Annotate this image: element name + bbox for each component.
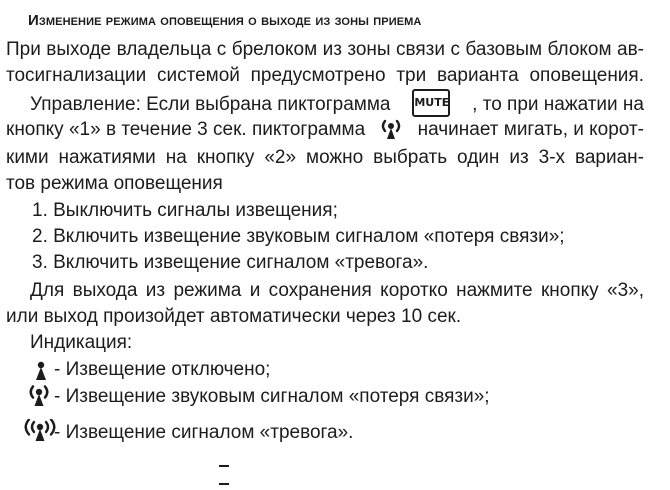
para2-line1 [30,91,644,119]
list-item: 2. Включить извещение звуковым сигналом «потеря связи»; [32,226,565,247]
indication-label: Индикация: [30,332,133,353]
section-heading: Изменение режима оповещения о выходе из зоны приема [28,12,422,29]
page-footer-marks [219,454,253,457]
para2-line2-after: начинает мигать, и корот- [417,119,644,140]
antenna-off-icon [30,359,52,383]
list-item: 1. Выключить сигналы извещения; [32,200,338,221]
footer-dash [219,483,229,485]
list-item: 3. Включить извещение сигналом «тревога». [32,252,429,273]
para3-line1: Для выхода из режима и сохранения коротко нажмите кнопку «3», [30,280,644,301]
mute-icon: MUTE [412,89,450,117]
footer-dash [219,465,229,467]
indication-text: - Извещение сигналом «тревога». [54,422,354,443]
antenna-single-wave-icon [378,118,404,142]
para3-line2: или выход произойдет автоматически через 10 сек. [6,306,462,327]
para1-line2: тосигнализации системой предусмотрено три варианта оповещения. [6,65,644,86]
para2-line3: кими нажатиями на кнопку «2» можно выбрать один из 3-х вариан- [6,147,644,168]
para2-line2 [6,118,644,142]
para2-line1-after: , то при нажатии на [472,94,644,115]
para1-line1: При выходе владельца с брелоком из зоны связи с базовым блоком ав- [6,39,644,60]
indication-text: - Извещение отключено; [54,359,271,380]
antenna-single-wave-icon [24,384,54,410]
para2-line4: тов режима оповещения [6,173,223,194]
indication-text: - Извещение звуковым сигналом «потеря связи»; [54,386,490,407]
para2-line1-before: Управление: Если выбрана пиктограмма [30,94,391,115]
para2-line2-before: кнопку «1» в течение 3 сек. пиктограмма [6,119,366,140]
